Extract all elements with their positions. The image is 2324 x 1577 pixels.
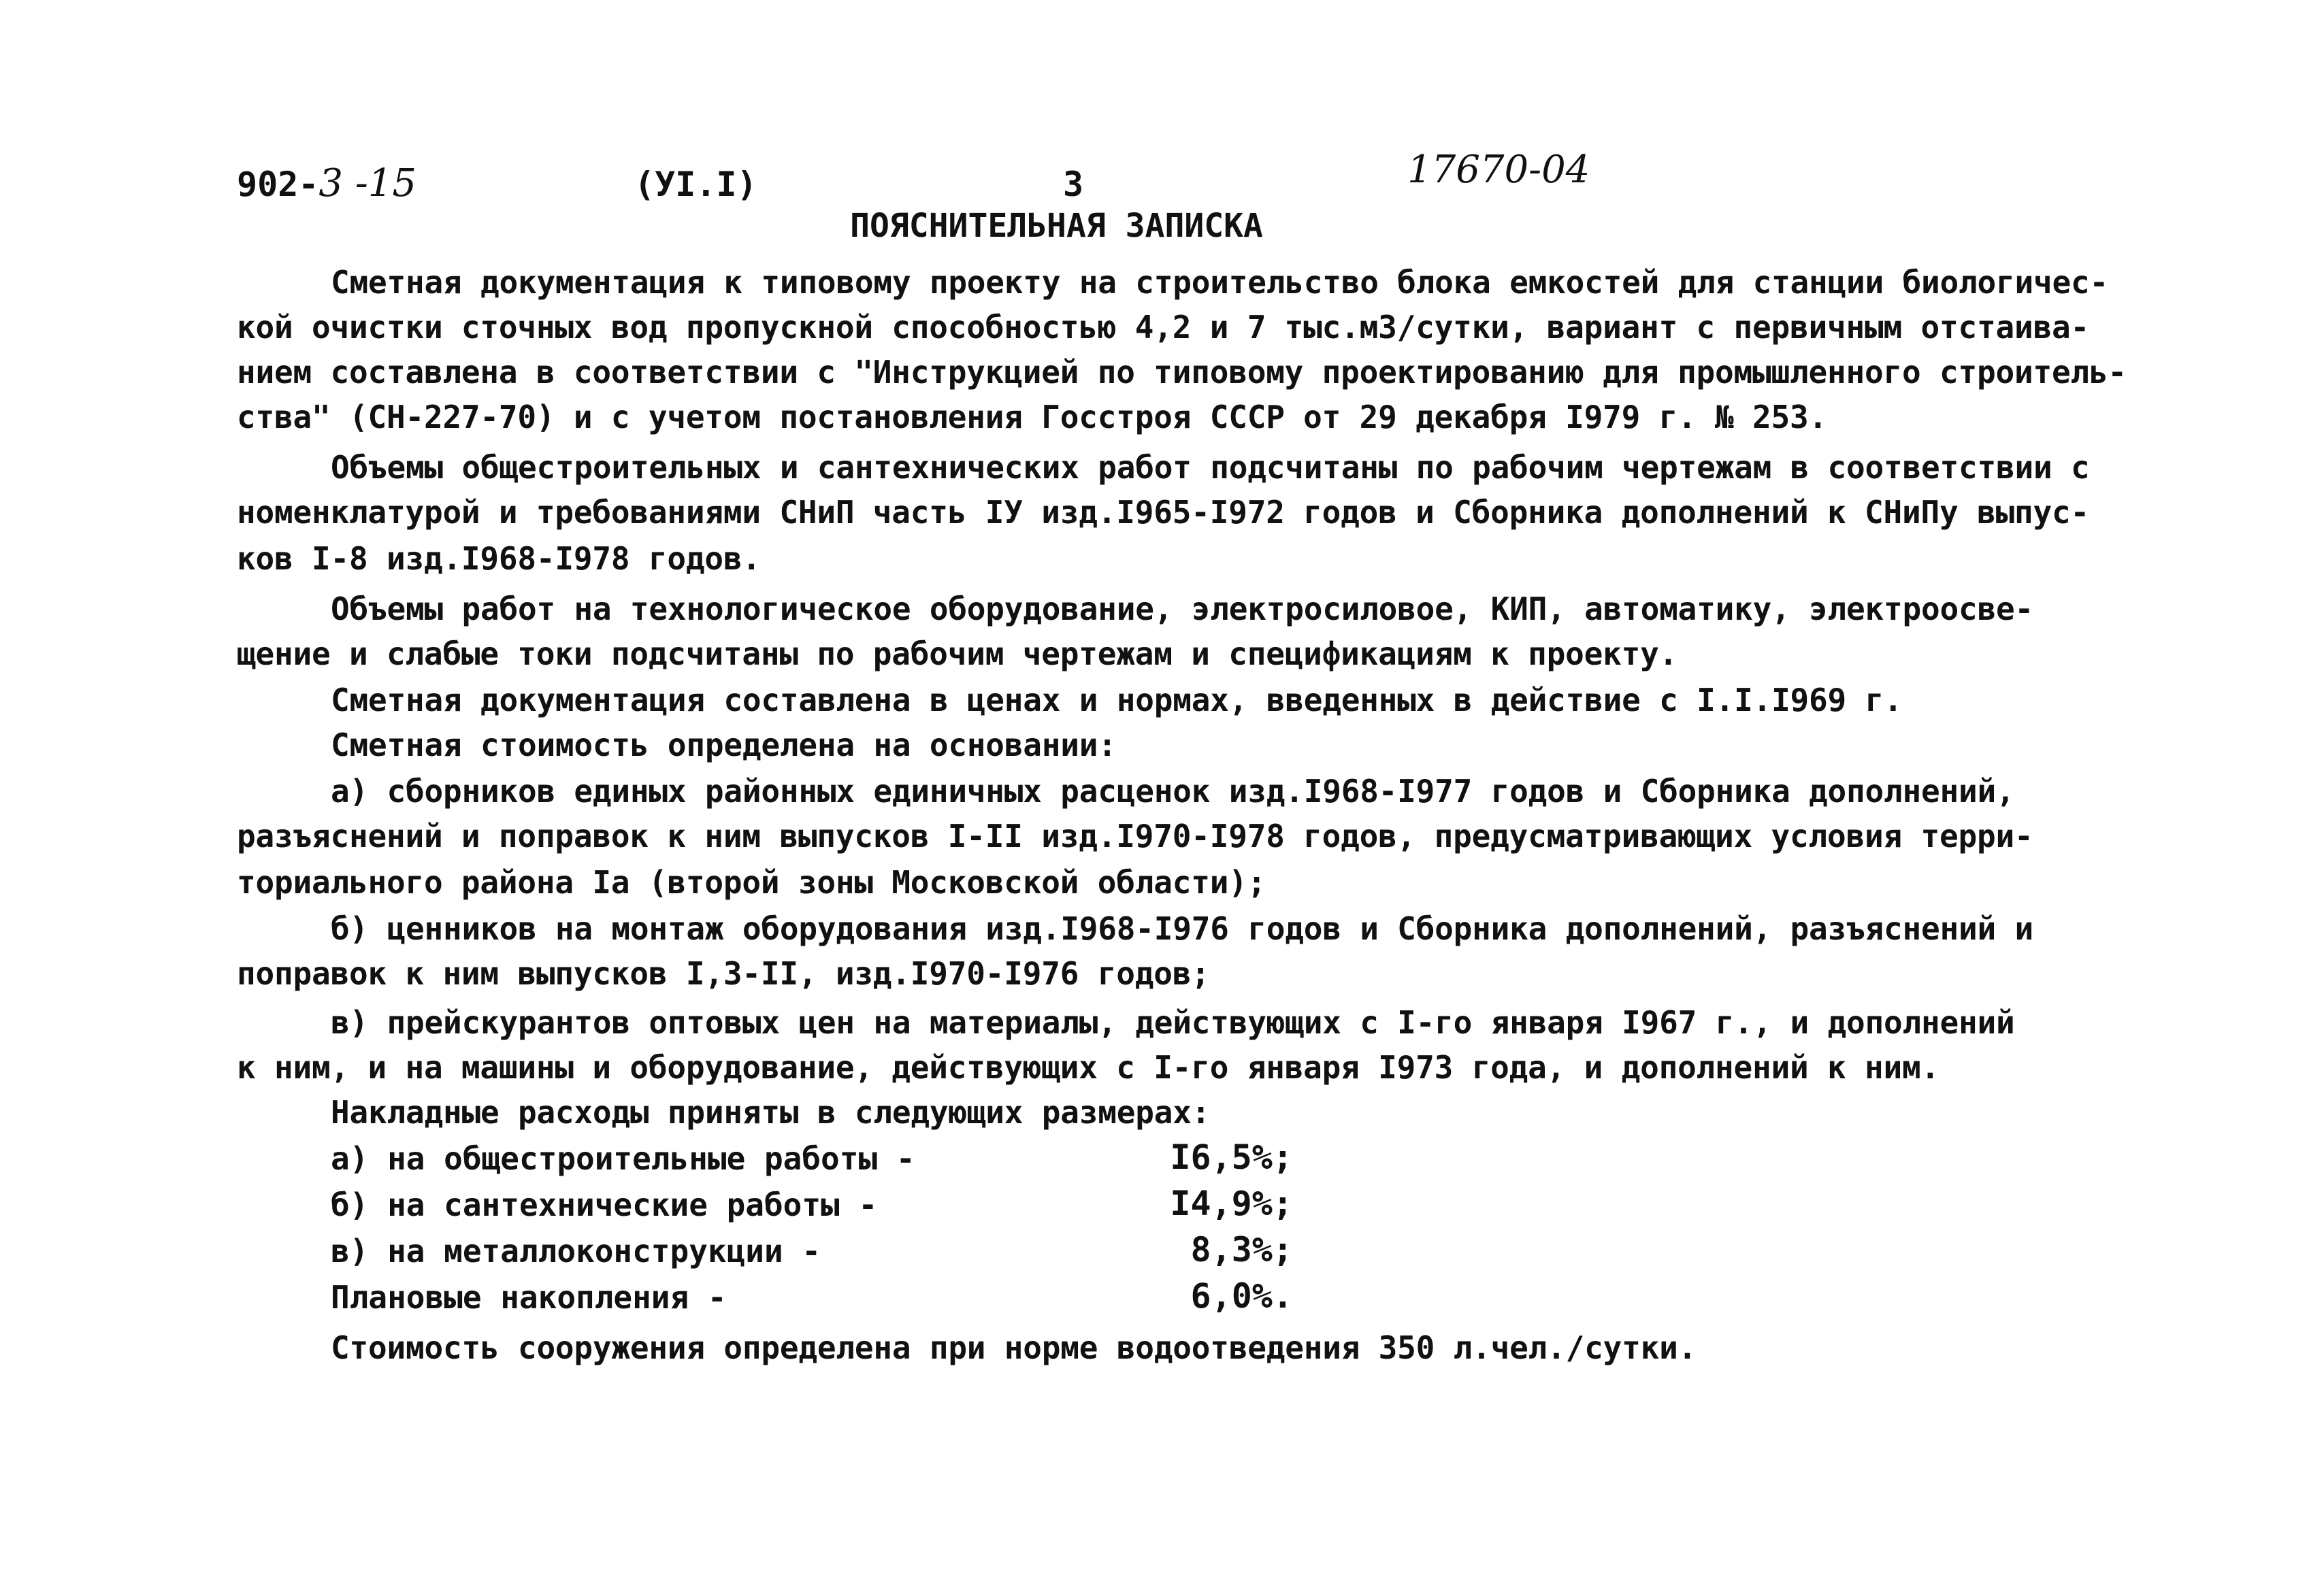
planned-savings-label: Плановые накопления - — [331, 1279, 727, 1316]
body-line: Объемы общестроительных и сантехнических работ подсчитаны по рабочим чертежам в соответствии с — [331, 449, 2090, 486]
planned-savings-value: 6,0%. — [1190, 1276, 1293, 1316]
document-code — [237, 161, 417, 205]
overhead-label: в) на металлоконструкции - — [331, 1233, 821, 1269]
page-number: 3 — [1063, 165, 1084, 204]
body-line: ков I-8 изд.I968-I978 годов. — [237, 540, 761, 577]
body-line: кой очистки сточных вод пропускной способностью 4,2 и 7 тыс.м3/сутки, вариант с первичным отстаива- — [237, 309, 2089, 346]
body-line: к ним, и на машины и оборудование, действующих с I-го января I973 года, и дополнений к ним. — [237, 1049, 1940, 1086]
overhead-label: а) на общестроительные работы - — [331, 1140, 915, 1177]
body-line: Сметная документация составлена в ценах и нормах, введенных в действие с I.I.I969 г. — [331, 682, 1903, 718]
body-line: Сметная документация к типовому проекту на строительство блока емкостей для станции биологичес- — [331, 264, 2108, 301]
body-line: номенклатурой и требованиями СНиП часть IУ изд.I965-I972 годов и Сборника дополнений к СНиПу выпус- — [237, 494, 2089, 531]
overhead-value: I4,9%; — [1170, 1184, 1293, 1223]
overhead-label: б) на сантехнические работы - — [331, 1186, 878, 1223]
body-line: поправок к ним выпусков I,3-II, изд.I970-I976 годов; — [237, 955, 1210, 992]
body-line: б) ценников на монтаж оборудования изд.I968-I976 годов и Сборника дополнений, разъяснений и — [331, 910, 2033, 947]
section-number: (УI.I) — [634, 165, 757, 204]
body-line: нием составлена в соответствии с "Инструкцией по типовому проектированию для промышленного строитель- — [237, 354, 2127, 391]
body-line: ства" (СН-227-70) и с учетом постановления Госстроя СССР от 29 декабря I979 г. № 253. — [237, 399, 1828, 435]
body-line: Объемы работ на технологическое оборудование, электросиловое, КИП, автоматику, электроосве- — [331, 591, 2033, 627]
overhead-value: I6,5%; — [1170, 1138, 1293, 1177]
body-line: разъяснений и поправок к ним выпусков I-II изд.I970-I978 годов, предусматривающих условия терри- — [237, 818, 2033, 854]
body-line: Сметная стоимость определена на основании: — [331, 727, 1117, 763]
body-line: ториального района Iа (второй зоны Московской области); — [237, 864, 1266, 901]
document-code-printed: 902- — [237, 165, 319, 204]
final-line: Стоимость сооружения определена при норме водоотведения 350 л.чел./сутки. — [331, 1329, 1697, 1366]
handwritten-stamp-number: 17670-04 — [1407, 148, 1590, 192]
body-line: щение и слабые токи подсчитаны по рабочим чертежам и спецификациям к проекту. — [237, 635, 1678, 672]
document-code-handwritten: 3 -15 — [318, 161, 417, 205]
body-line: в) прейскурантов оптовых цен на материалы, действующих с I-го января I967 г., и дополнений — [331, 1004, 2015, 1041]
page-title: ПОЯСНИТЕЛЬНАЯ ЗАПИСКА — [850, 207, 1263, 245]
body-line: а) сборников единых районных единичных расценок изд.I968-I977 годов и Сборника дополнений, — [331, 773, 2015, 810]
overhead-heading: Накладные расходы приняты в следующих размерах: — [331, 1094, 1211, 1131]
overhead-value: 8,3%; — [1190, 1230, 1293, 1269]
